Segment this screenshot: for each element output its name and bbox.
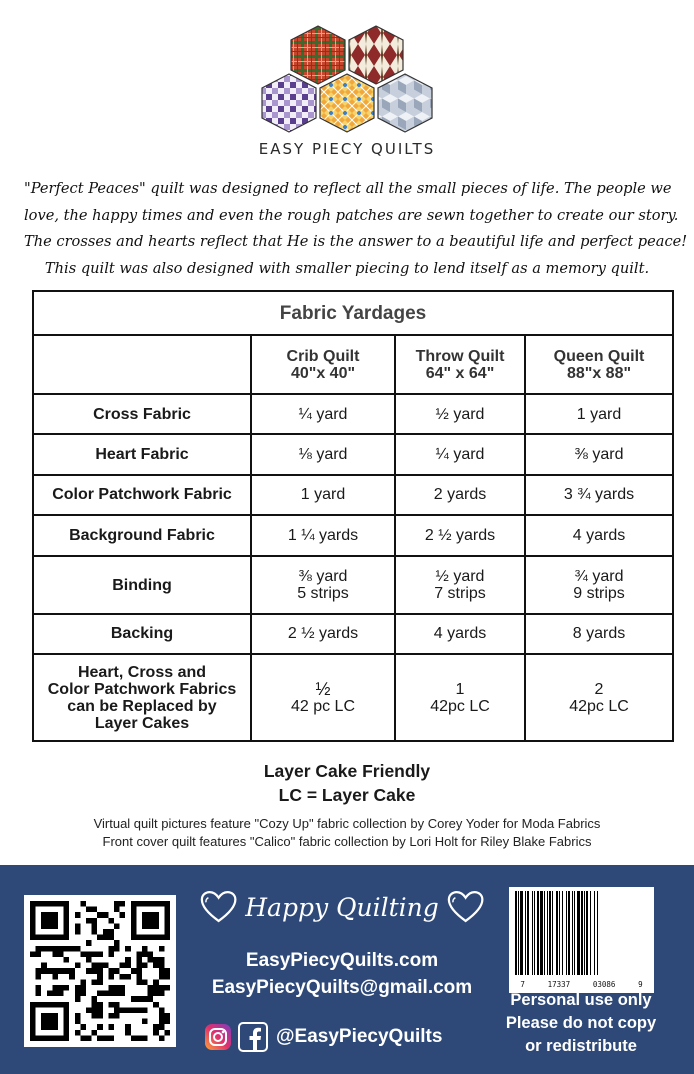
table-row	[33, 556, 673, 614]
happy-quilting-banner	[200, 887, 484, 927]
throw-value: 1 42pc LC	[395, 654, 525, 741]
row-label: Heart, Cross and Color Patchwork Fabrics can be Replaced by Layer Cakes	[33, 654, 251, 741]
barcode-bar	[518, 891, 519, 975]
queen-value: 8 yards	[525, 614, 673, 654]
brand-name: EASY PIECY QUILTS	[258, 140, 436, 158]
queen-value: 3 ¾ yards	[525, 475, 673, 515]
barcode-bar	[527, 891, 529, 975]
layer-cake-note	[0, 759, 694, 807]
barcode-bar	[568, 891, 570, 975]
barcode-bar	[549, 891, 551, 975]
contact-info	[190, 947, 494, 1001]
barcode-number: 7 17337 03086 9	[520, 980, 643, 989]
table-row	[33, 394, 673, 434]
row-label: Backing	[33, 614, 251, 654]
queen-value: 4 yards	[525, 515, 673, 556]
heart-outline-icon	[200, 889, 237, 925]
crib-value: ¼ yard	[251, 394, 395, 434]
throw-value: ½ yard 7 strips	[395, 556, 525, 614]
crib-value: ⅛ yard	[251, 434, 395, 474]
lc-definition: LC = Layer Cake	[278, 785, 416, 805]
barcode-bar	[537, 891, 539, 975]
throw-value: ½ yard	[395, 394, 525, 434]
throw-value: 4 yards	[395, 614, 525, 654]
row-label: Color Patchwork Fabric	[33, 475, 251, 515]
barcode-icon	[509, 887, 654, 993]
barcode-bar	[581, 891, 583, 975]
barcode-bar	[574, 891, 575, 975]
table-title: Fabric Yardages	[33, 291, 673, 335]
column-header-crib: Crib Quilt 40"x 40"	[251, 335, 395, 394]
crib-value: 2 ½ yards	[251, 614, 395, 654]
barcode-bar	[525, 891, 526, 975]
barcode-bar	[566, 891, 567, 975]
row-label: Background Fabric	[33, 515, 251, 556]
table-row	[33, 654, 673, 741]
table-row	[33, 475, 673, 515]
barcode-bar	[562, 891, 563, 975]
barcode-bar	[534, 891, 535, 975]
barcode-bar	[520, 891, 523, 975]
column-header-queen: Queen Quilt 88"x 88"	[525, 335, 673, 394]
row-label: Binding	[33, 556, 251, 614]
qr-code-icon[interactable]	[24, 895, 176, 1047]
barcode-bar	[544, 891, 545, 975]
queen-value: 2 42pc LC	[525, 654, 673, 741]
happy-quilting-text: Happy Quilting	[245, 892, 439, 922]
crib-value: ½ 42 pc LC	[251, 654, 395, 741]
barcode-bar	[532, 891, 533, 975]
throw-value: 2 ½ yards	[395, 515, 525, 556]
credit-line: Front cover quilt features "Calico" fabric collection by Lori Holt for Riley Blake Fabrics	[102, 834, 592, 849]
table-corner-cell	[33, 335, 251, 394]
row-label: Heart Fabric	[33, 434, 251, 474]
barcode-bar	[515, 891, 517, 975]
facebook-icon[interactable]	[238, 1022, 268, 1052]
barcode-bar	[577, 891, 580, 975]
website-link[interactable]: EasyPiecyQuilts.com	[245, 950, 439, 971]
queen-value: ⅜ yard	[525, 434, 673, 474]
heart-outline-icon	[447, 889, 484, 925]
barcode-bar	[590, 891, 591, 975]
intro-line: "Perfect Peaces" quilt was designed to reflect all the small pieces of life. The people we	[24, 180, 672, 197]
throw-value: ¼ yard	[395, 434, 525, 474]
barcode-bar	[552, 891, 553, 975]
crib-value: ⅜ yard 5 strips	[251, 556, 395, 614]
fabric-yardage-table	[32, 290, 674, 742]
intro-line: The crosses and hearts reflect that He is the answer to a beautiful life and perfect peace!	[24, 233, 688, 250]
queen-value: 1 yard	[525, 394, 673, 434]
column-header-throw: Throw Quilt 64" x 64"	[395, 335, 525, 394]
queen-value: ¾ yard 9 strips	[525, 556, 673, 614]
table-row	[33, 434, 673, 474]
fabric-credits	[0, 815, 694, 851]
barcode-bar	[584, 891, 585, 975]
barcode-bar	[586, 891, 588, 975]
table-row	[33, 515, 673, 556]
barcode-bar	[597, 891, 598, 975]
intro-line: This quilt was also designed with smaller piecing to lend itself as a memory quilt.	[44, 259, 650, 277]
layer-cake-friendly: Layer Cake Friendly	[263, 761, 431, 781]
row-label: Cross Fabric	[33, 394, 251, 434]
barcode-bar	[594, 891, 595, 975]
credit-line: Virtual quilt pictures feature "Cozy Up" fabric collection by Corey Yoder for Moda Fabrics	[93, 816, 601, 831]
table-row	[33, 614, 673, 654]
crib-value: 1 yard	[251, 475, 395, 515]
crib-value: 1 ¼ yards	[251, 515, 395, 556]
intro-line: love, the happy times and even the rough patches are sewn together to create our story.	[24, 206, 679, 224]
barcode-bar	[556, 891, 558, 975]
barcode-bar	[559, 891, 560, 975]
email-link[interactable]: EasyPiecyQuilts@gmail.com	[211, 977, 473, 998]
intro-paragraph	[24, 176, 688, 282]
social-links	[204, 1022, 442, 1052]
barcode-bar	[572, 891, 573, 975]
footer-band	[0, 865, 694, 1074]
throw-value: 2 yards	[395, 475, 525, 515]
barcode-bar	[540, 891, 543, 975]
personal-use-notice: Personal use only Please do not copy or redistribute	[505, 991, 657, 1055]
instagram-icon[interactable]	[204, 1023, 232, 1051]
social-handle[interactable]: @EasyPiecyQuilts	[276, 1026, 443, 1047]
barcode-bar	[547, 891, 548, 975]
